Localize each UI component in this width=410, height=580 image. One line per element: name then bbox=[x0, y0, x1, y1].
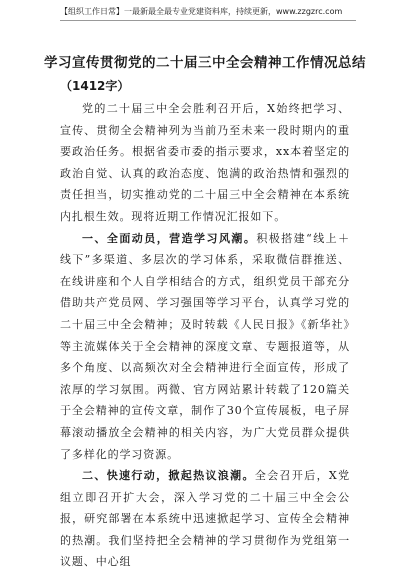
section-1-text: 积极搭建“线上＋线下”多渠道、多层次的学习体系，采取微信群推送、在线讲座和个人自学相结合的方式，组织党员干部充分借助共产党员网、学习强国等学习平台，认真学习党的二十届三中全会精神；及时转载《人民日报》《新华社》等主流媒体关于全会精神的深度文章、专题报道等，从多个角度、以高频次对全会精神进行全面宣传，形成了浓厚的学习氛围。两微、官方网站累计转载了120篇关于全会精神的宣传文章，制作了30个宣传展板，电子屏幕滚动播放全会精神的相关内容，为广大党员群众提供了多样化的学习资源。 bbox=[60, 231, 350, 461]
word-count: （1412字） bbox=[60, 79, 130, 93]
section-2-paragraph bbox=[60, 465, 350, 573]
site-banner: 【组织工作日常】一最新最全最专业党建资料库，持续更新，www.zzgzrc.com bbox=[60, 6, 356, 21]
section-1-heading: 一、全面动员，营造学习风潮。 bbox=[82, 231, 257, 245]
document-title: 学习宣传贯彻党的二十届三中全会精神工作情况总结 bbox=[44, 55, 366, 71]
section-2-text: 全会召开后，X党组立即召开扩大会，深入学习党的二十届三中全会公报，研究部署在本系统中迅速掀起学习、宣传全会精神的热潮。我们坚持把全会精神的学习贯彻作为党组第一议题、中心组 bbox=[60, 469, 350, 569]
section-1-paragraph bbox=[60, 228, 350, 466]
intro-paragraph: 党的二十届三中全会胜利召开后，X始终把学习、宣传、贯彻全会精神列为当前乃至未来一段时期内的重要政治任务。根据省委市委的指示要求，xx本着坚定的政治自觉、认真的政治态度、饱满的政治热情和强烈的责任担当，切实推动党的二十届三中全会精神在本系统内扎根生效。现将近期工作情况汇报如下。 bbox=[60, 102, 350, 223]
document-body bbox=[60, 98, 350, 573]
section-2-heading: 二、快速行动，掀起热议浪潮。 bbox=[82, 469, 255, 483]
